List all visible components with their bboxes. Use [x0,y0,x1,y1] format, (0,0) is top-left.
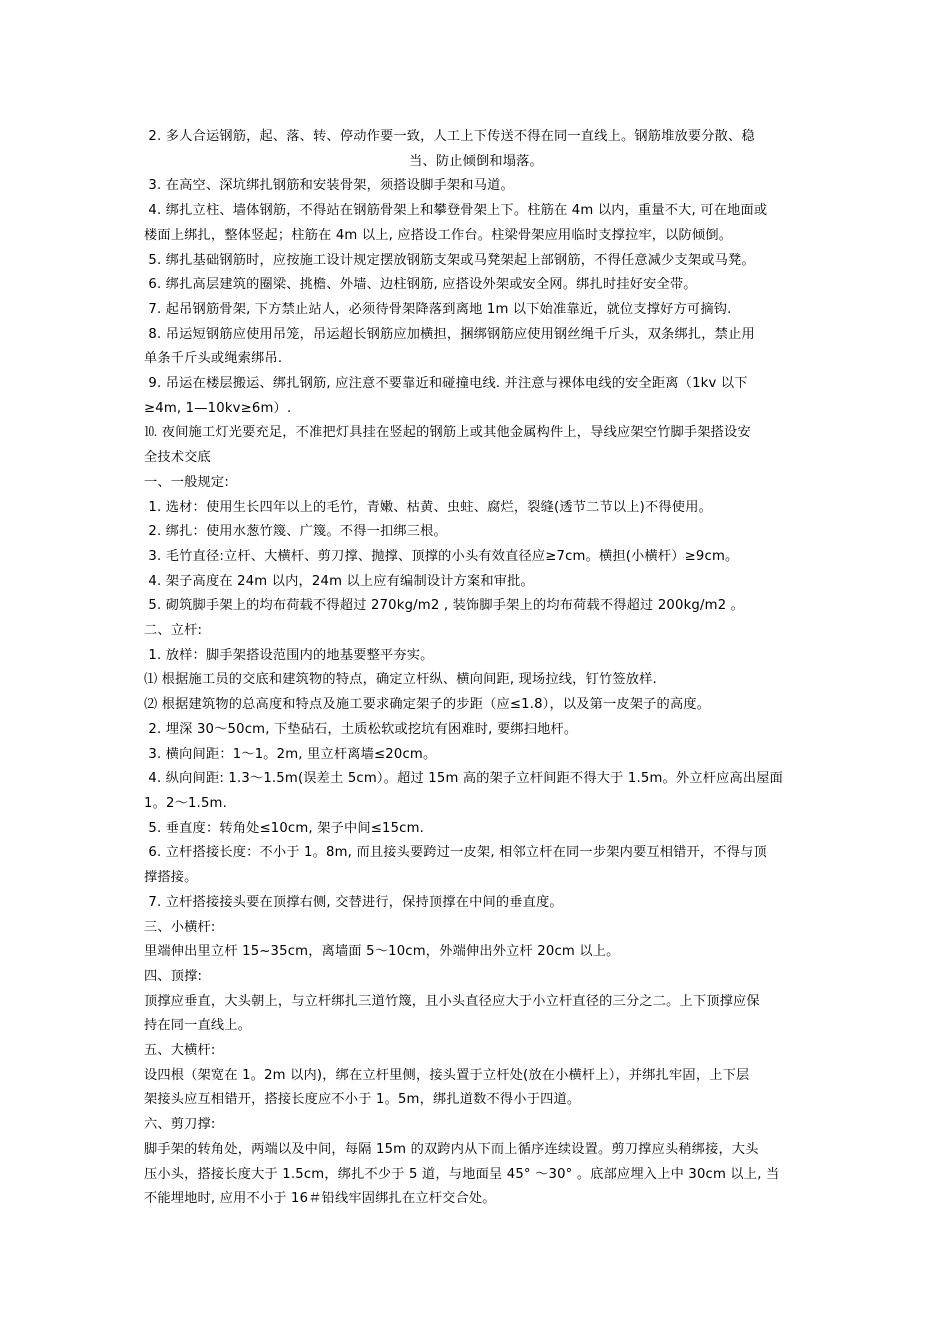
text-line: 撑搭接。 [144,870,198,886]
text-line: 3. 在高空、深坑绑扎钢筋和安装骨架，须搭设脚手架和马道。 [144,178,514,194]
text-line: 4. 架子高度在 24m 以内，24m 以上应有编制设计方案和审批。 [144,573,534,589]
text-line: 2. 多人合运钢筋，起、落、转、停动作要一致，人工上下传送不得在同一直线上。钢筋堆放要分散、稳 [144,129,755,144]
text-line: 当、防止倾倒和塌落。 [409,153,543,169]
text-line: 4. 绑扎立柱、墙体钢筋，不得站在钢筋骨架上和攀登骨架上下。柱筋在 4m 以内，重量不大, 可在地面或 [144,203,768,219]
text-line: 3. 横向间距：1～1。2m, 里立杆离墙≤20cm。 [144,746,437,762]
text-line: 5. 垂直度：转角处≤10cm, 架子中间≤15cm. [144,820,425,836]
section-heading: 五、大横杆: [144,1043,216,1059]
text-line: 7. 起吊钢筋骨架, 下方禁止站人，必须待骨架降落到离地 1m 以下始准靠近，就位支撑好方可摘钩. [144,301,732,317]
text-line: 7. 立杆搭接接头要在顶撑右侧, 交替进行，保持顶撑在中间的垂直度。 [144,894,563,910]
text-line: 3. 毛竹直径:立杆、大横杆、剪刀撑、抛撑、顶撑的小头有效直径应≥7cm。横担(小横杆）≥9cm。 [144,548,739,564]
document-body [144,125,808,1212]
text-line: 顶撑应垂直，大头朝上，与立杆绑扎三道竹篾，且小头直径应大于小立杆直径的三分之二。上下顶撑应保 [144,993,760,1009]
text-line: 设四根（架宽在 1。2m 以内)，绑在立杆里侧，接头置于立杆处(放在小横杆上），并绑扎牢固，上下层 [144,1067,750,1083]
text-line: 不能埋地时, 应用不小于 16＃铅线牢固绑扎在立杆交合处。 [144,1191,496,1207]
text-line: 持在同一直线上。 [144,1018,252,1034]
section-heading: 三、小横杆: [144,919,216,935]
section-heading: 四、顶撑: [144,968,203,984]
text-line: ≥4m, 1—10kv≥6m）. [144,400,292,416]
text-line: 脚手架的转角处，两端以及中间，每隔 15m 的双跨内从下而上循序连续设置。剪刀撑应头稍绑接，大头 [144,1141,759,1157]
text-line: 8. 吊运短钢筋应使用吊笼，吊运超长钢筋应加横担，捆绑钢筋应使用钢丝绳千斤头，双条绑扎，禁止用 [144,326,755,342]
text-line: 2. 绑扎：使用水葱竹篾、广篾。不得一扣绑三根。 [144,524,447,540]
text-line: ⑵ 根据建筑物的总高度和特点及施工要求确定架子的步距（应≤1.8），以及第一皮架子的高度。 [144,697,711,713]
text-line: 6. 绑扎高层建筑的圈梁、挑檐、外墙、边柱钢筋, 应搭设外架或安全网。绑扎时挂好安全带。 [144,277,697,293]
text-line: 里端伸出里立杆 15~35cm，离墙面 5～10cm，外端伸出外立杆 20cm 以上。 [144,944,620,960]
text-line: 楼面上绑扎，整体竖起；柱筋在 4m 以上, 应搭设工作台。柱梁骨架应用临时支撑拉牢，以防倾倒。 [144,227,733,243]
text-line: 单条千斤头或绳索绑吊. [144,351,283,367]
section-heading: 二、立杆: [144,623,203,639]
text-line: 架接头应互相错开，搭接长度应不小于 1。5m，绑扎道数不得小于四道。 [144,1092,581,1108]
text-line: 9. 吊运在楼层搬运、绑扎钢筋, 应注意不要靠近和碰撞电线. 并注意与裸体电线的安全距离（1kv 以下 [144,376,748,392]
text-line: 4. 纵向间距: 1.3～1.5m(误差土 5cm）。超过 15m 高的架子立杆间距不得大于 1.5m。外立杆应高出屋面 [144,771,784,787]
text-line: 压小头，搭接长度大于 1.5cm，绑扎不少于 5 道，与地面呈 45° ～30° 。底部应埋入上中 30cm 以上, 当 [144,1166,780,1182]
text-line: 1. 选材：使用生长四年以上的毛竹，青嫩、枯黄、虫蛀、腐烂，裂缝(透节二节以上)不得使用。 [144,499,712,515]
text-line: 5. 砌筑脚手架上的均布荷载不得超过 270kg/m2 , 装饰脚手架上的均布荷载不得超过 200kg/m2 。 [144,598,745,614]
text-line: 1. 放样：脚手架搭设范围内的地基要整平夯实。 [144,647,434,663]
section-heading: 六、剪刀撑: [144,1117,216,1133]
text-line: 1。2～1.5m. [144,795,227,811]
text-line: ⒑ 夜间施工灯光要充足，不准把灯具挂在竖起的钢筋上或其他金属构件上，导线应架空竹脚手架搭设安 [144,425,751,441]
text-line: 2. 埋深 30～50cm, 下垫砧石，土质松软或挖坑有困难时, 要绑扫地杆。 [144,721,578,737]
text-line: 5. 绑扎基础钢筋时，应按施工设计规定摆放钢筋支架或马凳架起上部钢筋，不得任意减少支架或马凳。 [144,252,755,268]
section-heading: 一、一般规定: [144,474,229,490]
text-line: 6. 立杆搭接长度：不小于 1。8m, 而且接头要跨过一皮架, 相邻立杆在同一步架内要互相错开，不得与顶 [144,845,767,861]
text-line: ⑴ 根据施工员的交底和建筑物的特点，确定立杆纵、横向间距, 现场拉线，钉竹签放样. [144,672,657,688]
text-line: 全技术交底 [144,450,211,466]
